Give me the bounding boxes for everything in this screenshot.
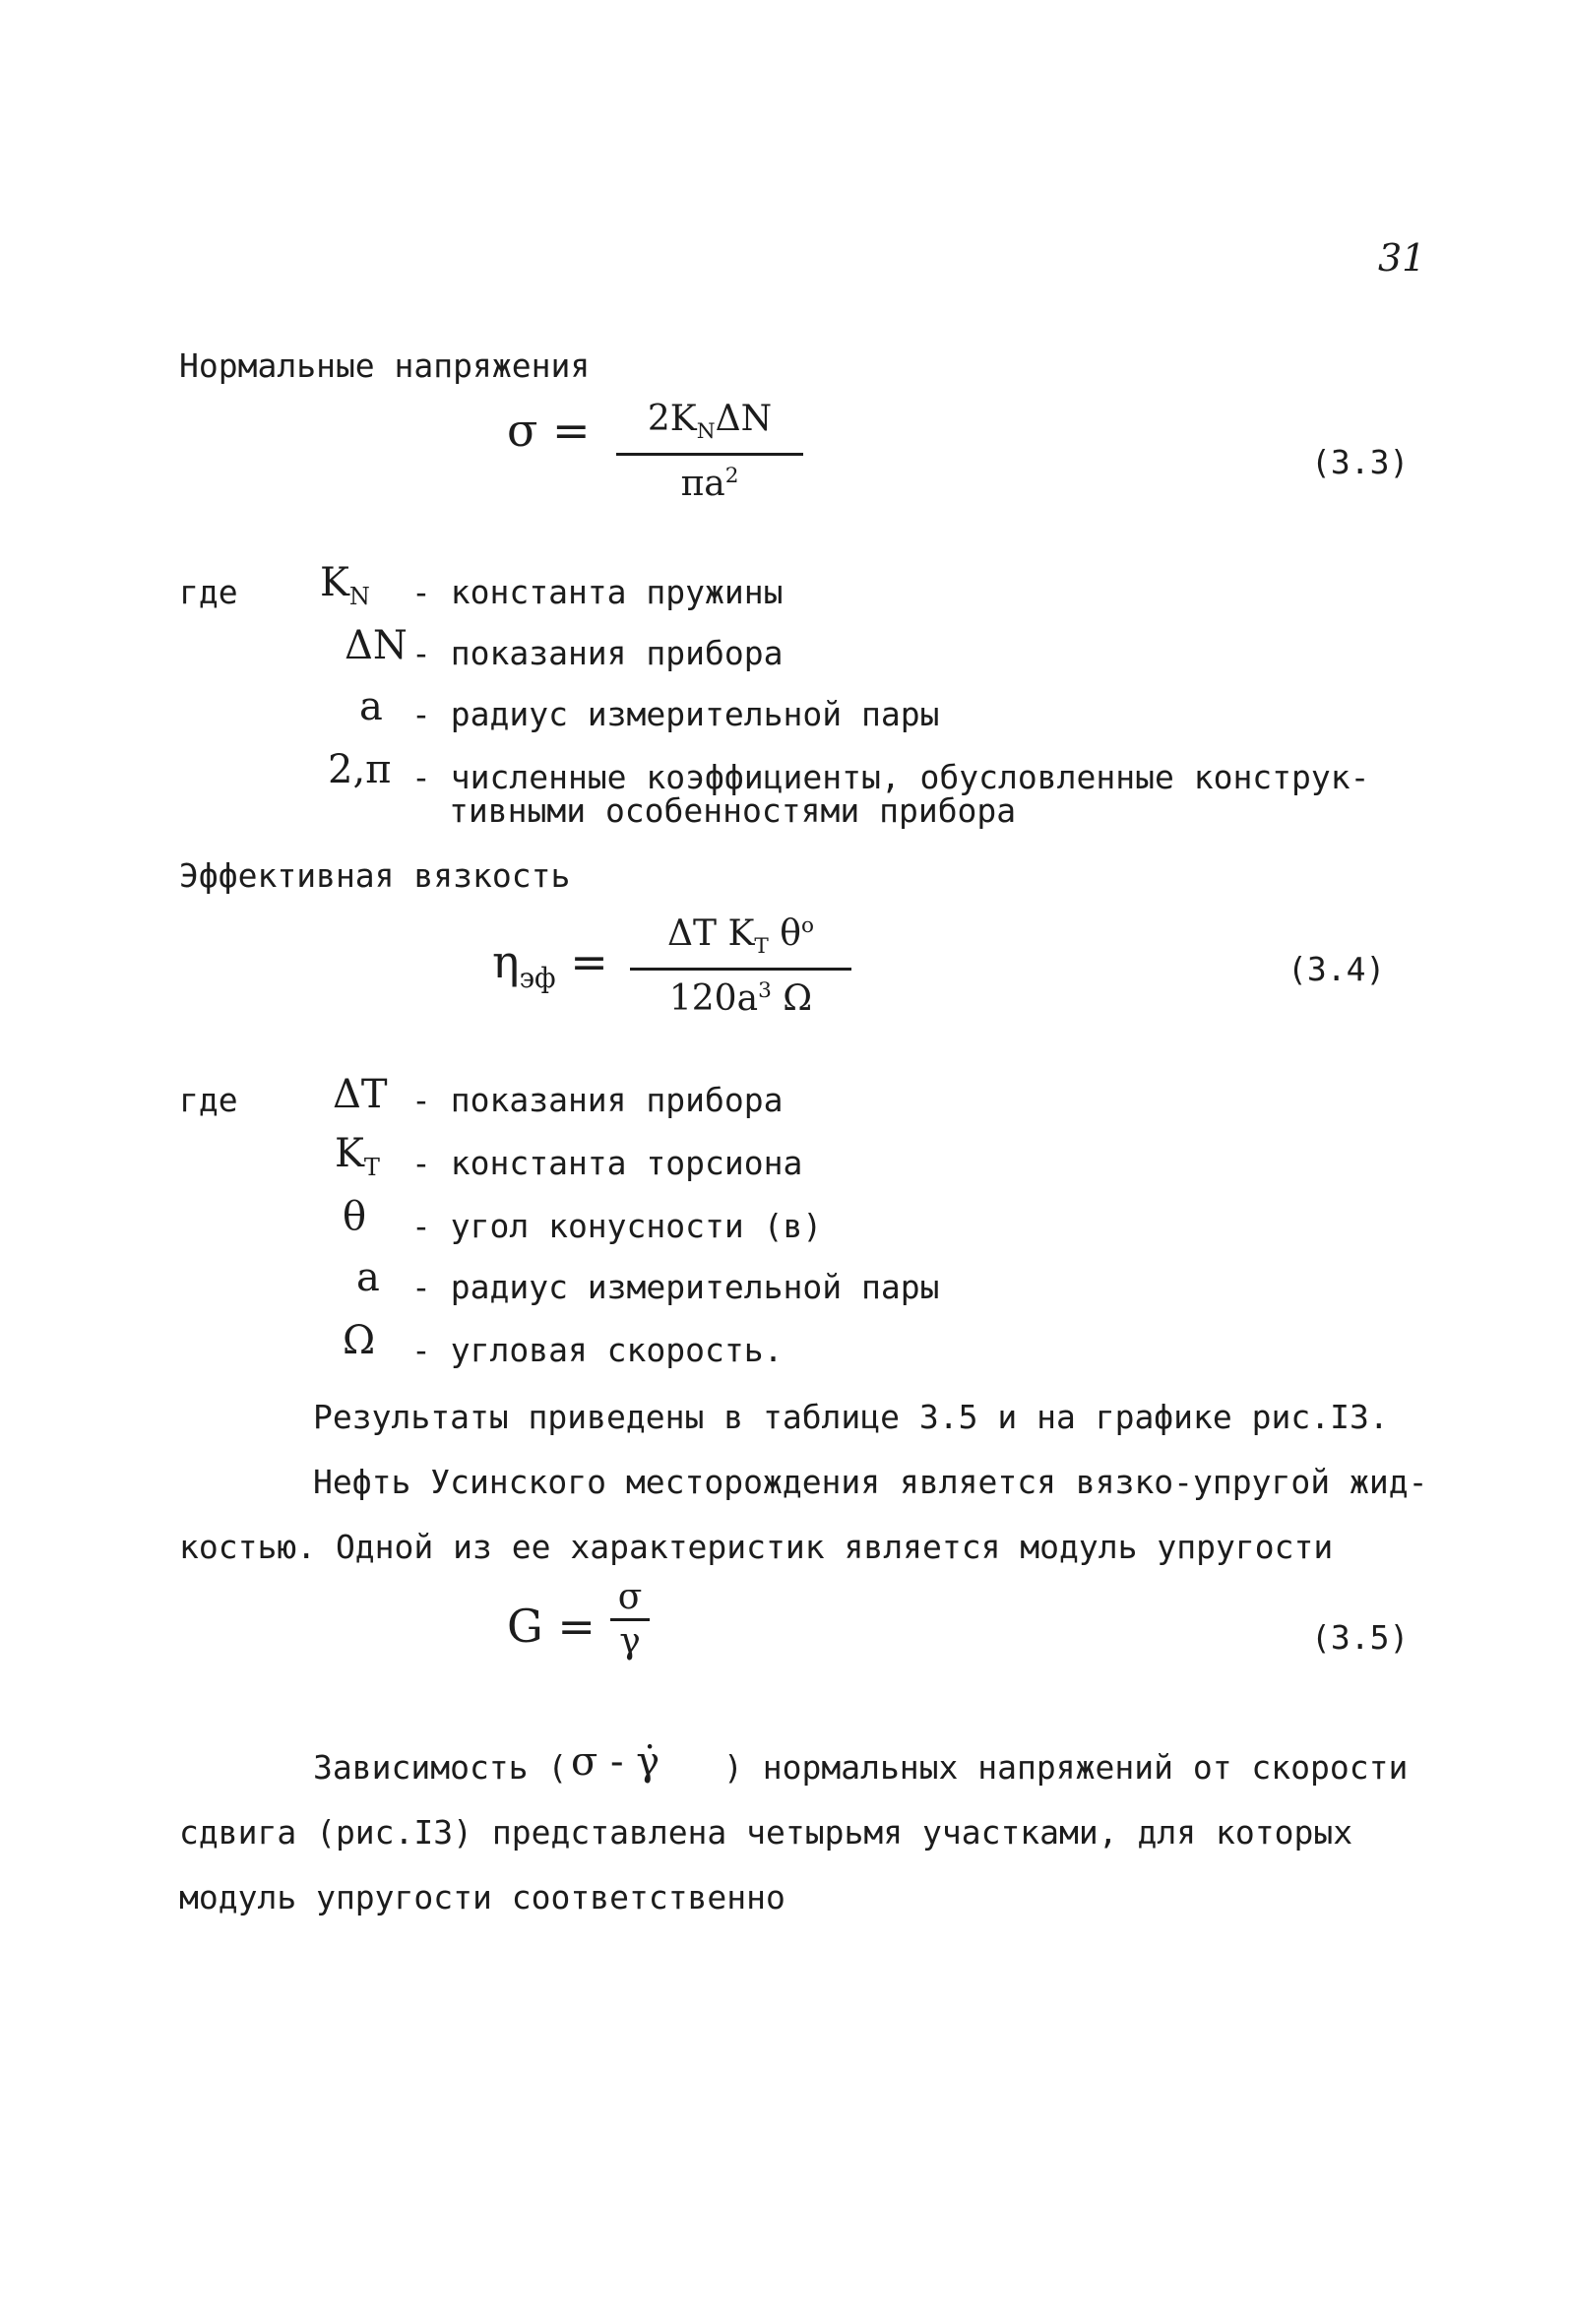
definition-omega: - угловая скорость. (411, 1331, 784, 1369)
eq33-denominator: $\pi a^2$ (680, 464, 739, 505)
paragraph-dependence-start: Зависимость ( (313, 1748, 568, 1787)
eq35-label: (3.5) (1311, 1618, 1410, 1657)
paragraph-oil-line1: Нефть Усинского месторождения является вязко-упругой жид- (313, 1463, 1428, 1501)
definition-theta: - угол конусности (в) (411, 1207, 823, 1245)
eq34-lhs: $\eta_{эф}$ = (492, 935, 608, 995)
paragraph-dependence-line2: сдвига (рис.I3) представлена четырьмя участками, для которых (179, 1813, 1353, 1852)
symbol-kt: $K_T$ (335, 1131, 380, 1181)
definition-kt: - константа торсиона (411, 1144, 803, 1182)
paragraph-dependence-line3: модуль упругости соответственно (179, 1878, 785, 1916)
definition-delta-n: - показания прибора (411, 634, 784, 672)
definition-delta-t: - показания прибора (411, 1081, 784, 1119)
eq35-lhs: G = (507, 1600, 596, 1653)
definition-kn: - константа пружины (411, 573, 784, 611)
dependence-symbol: σ - γ̇ (571, 1739, 660, 1785)
symbol-a: a (359, 684, 383, 729)
where-label-2: где (179, 1081, 238, 1119)
definition-coefficients: - численные коэффициенты, обусловленные конструк- (411, 758, 1370, 796)
eq34-label: (3.4) (1287, 950, 1386, 988)
symbol-kn: $K_N$ (320, 560, 370, 610)
symbol-omega: Ω (343, 1318, 376, 1363)
definition-coefficients-cont: тивными особенностями прибора (449, 791, 1017, 830)
symbol-delta-t: ΔT (333, 1072, 388, 1117)
symbol-a2: a (356, 1255, 380, 1300)
paragraph-results: Результаты приведены в таблице 3.5 и на графике рис.I3. (313, 1398, 1389, 1436)
definition-a2: - радиус измерительной пары (411, 1268, 940, 1306)
eq35-fraction (610, 1577, 650, 1663)
eq35-numerator: σ (617, 1577, 643, 1617)
eq34-fraction (630, 906, 851, 1020)
eq33-label: (3.3) (1311, 443, 1410, 481)
symbol-coefficients: 2,π (328, 747, 392, 792)
eq33-numerator: $2K_N\Delta N$ (647, 399, 773, 445)
eq33-lhs: σ = (507, 404, 591, 457)
paragraph-dependence-end: ) нормальных напряжений от скорости (723, 1748, 1409, 1787)
heading-effective-viscosity: Эффективная вязкость (179, 856, 571, 895)
page-number: 31 (1378, 236, 1426, 280)
symbol-delta-n: ΔN (345, 623, 408, 668)
eq35-denominator: γ (619, 1621, 641, 1662)
eq34-numerator: ΔT $K_T$ $\theta^o$ (667, 913, 814, 960)
heading-normal-stress: Нормальные напряжения (179, 346, 591, 385)
eq33-fraction (616, 399, 803, 505)
symbol-theta: θ (343, 1194, 367, 1239)
where-label-1: где (179, 573, 238, 611)
paragraph-oil-line2: костью. Одной из ее характеристик является модуль упругости (179, 1528, 1334, 1566)
definition-a: - радиус измерительной пары (411, 695, 940, 733)
eq34-denominator: $120a^3$ Ω (668, 978, 813, 1020)
